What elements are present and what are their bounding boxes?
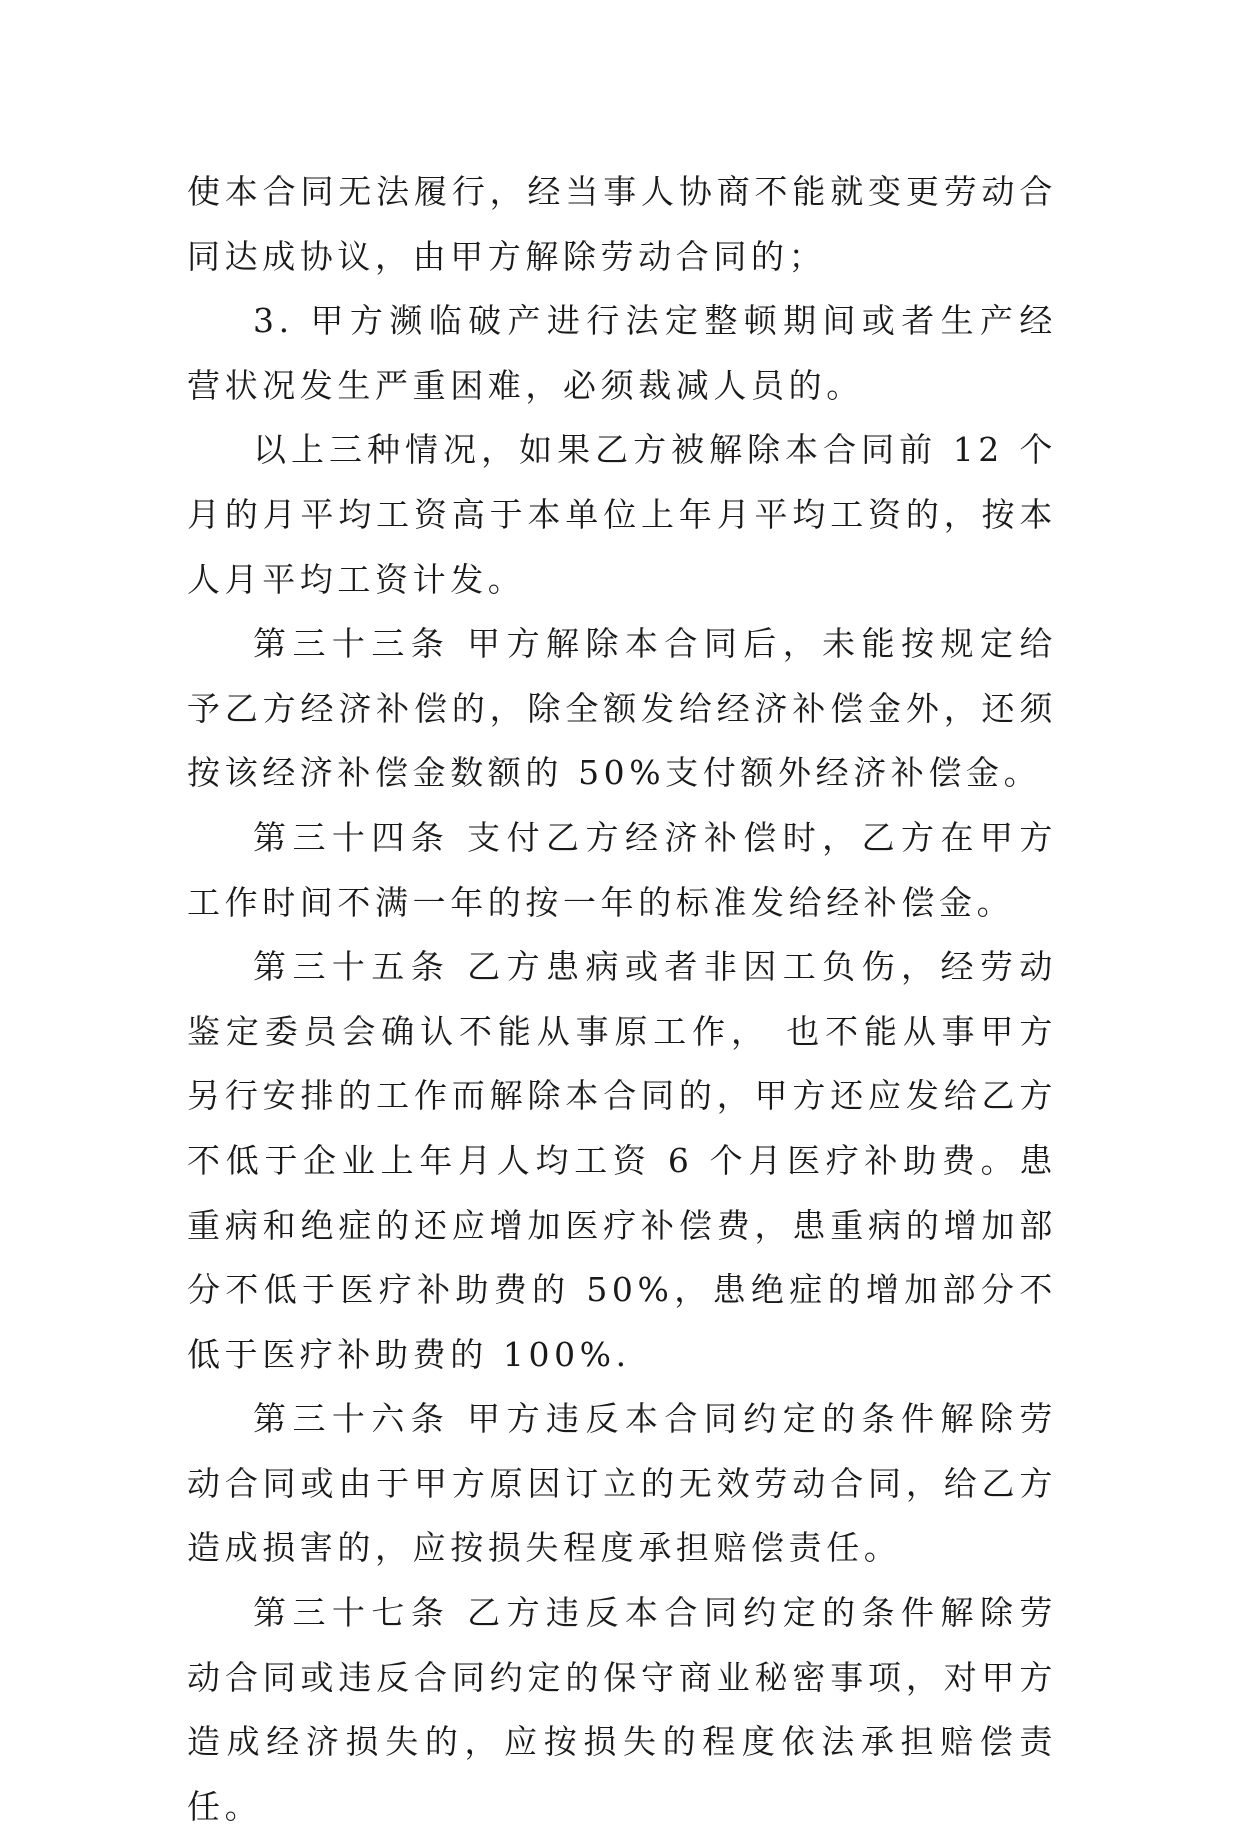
document-body <box>187 160 1057 1839</box>
paragraph-article-36: 第三十六条 甲方违反本合同约定的条件解除劳动合同或由于甲方原因订立的无效劳动合同，给乙方造成损害的，应按损失程度承担赔偿责任。 <box>187 1399 1057 1568</box>
paragraph-summary: 以上三种情况，如果乙方被解除本合同前 12 个月的月平均工资高于本单位上年月平均工资的，按本人月平均工资计发。 <box>187 430 1057 599</box>
paragraph-article-35: 第三十五条 乙方患病或者非因工负伤，经劳动鉴定委员会确认不能从事原工作， 也不能从事甲方另行安排的工作而解除本合同的，甲方还应发给乙方不低于企业上年月人均工资 6 个月医疗补助费。患重病和绝症的还应增加医疗补偿费，患重病的增加部分不低于医疗补助费的 50%，患绝症的增加部分不低于医疗补助费的 100%. <box>187 947 1057 1374</box>
paragraph-continuation: 使本合同无法履行，经当事人协商不能就变更劳动合同达成协议，由甲方解除劳动合同的； <box>187 172 1057 276</box>
paragraph-article-33: 第三十三条 甲方解除本合同后，未能按规定给予乙方经济补偿的，除全额发给经济补偿金外，还须按该经济补偿金数额的 50%支付额外经济补偿金。 <box>187 624 1057 793</box>
paragraph-article-34: 第三十四条 支付乙方经济补偿时，乙方在甲方工作时间不满一年的按一年的标准发给经补偿金。 <box>187 817 1057 922</box>
paragraph-article-37: 第三十七条 乙方违反本合同约定的条件解除劳动合同或违反合同约定的保守商业秘密事项，对甲方造成经济损失的，应按损失的程度依法承担赔偿责任。 <box>187 1593 1057 1826</box>
paragraph-item-3: 3. 甲方濒临破产进行法定整顿期间或者生产经营状况发生严重困难，必须裁减人员的。 <box>187 301 1057 405</box>
